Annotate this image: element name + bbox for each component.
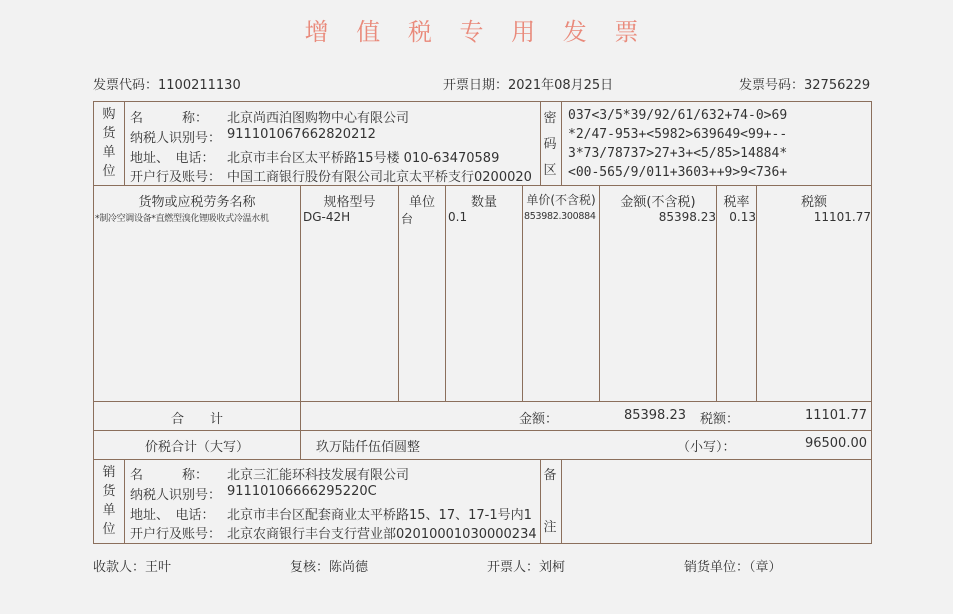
invoice-date-value: 2021年08月25日 — [508, 78, 614, 93]
seller-tax-id: 91110106666295220C — [227, 484, 377, 499]
buyer-tax-id: 911101067662820212 — [227, 127, 376, 142]
invoice-title: 增 值 税 专 用 发 票 — [304, 18, 649, 46]
rule-seller-side — [124, 459, 125, 543]
drawer: 开票人：刘柯 — [487, 560, 566, 575]
col-header-tax: 税额 — [800, 195, 827, 210]
cipher-side-char: 区 — [543, 163, 557, 178]
item-qty: 0.1 — [448, 210, 468, 224]
item-unit: 台 — [401, 212, 414, 226]
rule-grand-bottom — [94, 459, 871, 460]
buyer-name: 北京尚西泊图购物中心有限公司 — [227, 111, 410, 126]
invoice-form — [93, 101, 872, 544]
remark-side-char — [543, 489, 557, 515]
cipher-side-label — [543, 106, 557, 184]
invoice-date-label: 开票日期： — [443, 78, 509, 93]
buyer-side-char: 单 — [102, 145, 116, 160]
rule-col-unit — [398, 185, 399, 401]
totals-amount-label: 金额： — [519, 412, 559, 427]
invoice-code-value: 1100211130 — [158, 78, 241, 93]
seller-side-char: 销 — [102, 465, 116, 480]
buyer-side-char: 货 — [102, 126, 116, 141]
rule-totals-bottom — [94, 430, 871, 431]
buyer-tax-label: 纳税人识别号： — [130, 131, 222, 146]
rule-col-qty — [445, 185, 446, 401]
col-header-qty: 数量 — [470, 195, 497, 210]
item-rate: 0.13 — [729, 210, 756, 224]
rule-buyer-side — [124, 102, 125, 185]
seller-unit-stamp: 销货单位：（章） — [684, 560, 782, 575]
rule-remark-left — [540, 459, 541, 543]
col-header-amount: 金额(不含税) — [620, 195, 696, 210]
grand-words: 玖万陆仟伍佰圆整 — [316, 440, 421, 455]
rule-totals-split — [300, 401, 301, 459]
grand-label: 价税合计（大写） — [144, 440, 249, 455]
buyer-name-label: 名 称： — [130, 111, 209, 126]
totals-tax: 11101.77 — [804, 408, 867, 423]
totals-amount: 85398.23 — [623, 408, 686, 423]
buyer-side-char: 购 — [102, 107, 116, 122]
rule-remark-inner — [561, 459, 562, 543]
cipher-line: 3*73/78737>27+3+<5/85>14884* — [568, 146, 788, 161]
invoice-date — [443, 74, 613, 93]
seller-addr: 北京市丰台区配套商业太平桥路15、17、17-1号内1 — [227, 508, 532, 523]
item-price: 853982.300884 — [524, 211, 596, 222]
rule-buyer-bottom — [94, 185, 871, 186]
cipher-line: *2/47-953+<5982>639649<99+-- — [568, 127, 788, 142]
invoice-number-value: 32756229 — [804, 78, 871, 93]
remark-side-char: 备 — [543, 468, 557, 483]
seller-bank-label: 开户行及账号： — [130, 527, 222, 542]
item-spec: DG-42H — [303, 210, 351, 224]
rule-cipher-inner — [561, 102, 562, 185]
totals-label: 合 计 — [170, 412, 223, 427]
buyer-bank: 中国工商银行股份有限公司北京太平桥支行0200020 — [227, 170, 532, 185]
cipher-line: 037<3/5*39/92/61/632+74-0>69 — [568, 108, 788, 123]
invoice-code-label: 发票代码： — [93, 78, 159, 93]
col-header-spec: 规格型号 — [323, 195, 376, 210]
reviewer: 复核：陈尚德 — [290, 560, 369, 575]
col-header-unit: 单位 — [408, 195, 435, 210]
item-tax: 11101.77 — [813, 210, 871, 224]
invoice-code — [93, 74, 241, 93]
cipher-side-char: 密 — [543, 111, 557, 126]
seller-tax-label: 纳税人识别号： — [130, 488, 222, 503]
seller-name-label: 名 称： — [130, 468, 209, 483]
payee: 收款人：王叶 — [93, 560, 172, 575]
col-header-price: 单价(不含税) — [526, 193, 596, 207]
grand-small: 96500.00 — [804, 436, 867, 451]
rule-col-spec — [300, 185, 301, 401]
seller-side-char: 单 — [102, 503, 116, 518]
buyer-bank-label: 开户行及账号： — [130, 170, 222, 185]
seller-side-char: 位 — [102, 522, 116, 537]
remark-side-label — [543, 463, 557, 541]
rule-col-price — [522, 185, 523, 401]
item-name: *制冷空调设备*直燃型溴化锂吸收式冷温水机 — [95, 214, 269, 224]
invoice-number-label: 发票号码： — [739, 78, 805, 93]
seller-bank: 北京农商银行丰台支行营业部02010001030000234 — [227, 527, 537, 542]
buyer-addr: 北京市丰台区太平桥路15号楼 010-63470589 — [227, 151, 500, 166]
col-header-rate: 税率 — [723, 195, 750, 210]
invoice-number — [739, 74, 870, 93]
rule-cipher-left — [540, 102, 541, 185]
seller-side-label — [102, 463, 116, 539]
seller-name: 北京三汇能环科技发展有限公司 — [227, 468, 410, 483]
remark-side-char: 注 — [543, 520, 557, 535]
rule-items-bottom — [94, 401, 871, 402]
seller-addr-label: 地址、 电话： — [130, 508, 215, 523]
totals-tax-label: 税额： — [700, 412, 740, 427]
cipher-line: <00-565/9/011+3603++9>9<736+ — [568, 165, 788, 180]
buyer-side-char: 位 — [102, 164, 116, 179]
seller-side-char: 货 — [102, 484, 116, 499]
col-header-name: 货物或应税劳务名称 — [138, 195, 256, 210]
buyer-side-label — [102, 105, 116, 181]
item-amount: 85398.23 — [658, 210, 716, 224]
grand-small-label: （小写）： — [677, 440, 736, 455]
buyer-addr-label: 地址、 电话： — [130, 151, 215, 166]
cipher-side-char: 码 — [543, 137, 557, 152]
